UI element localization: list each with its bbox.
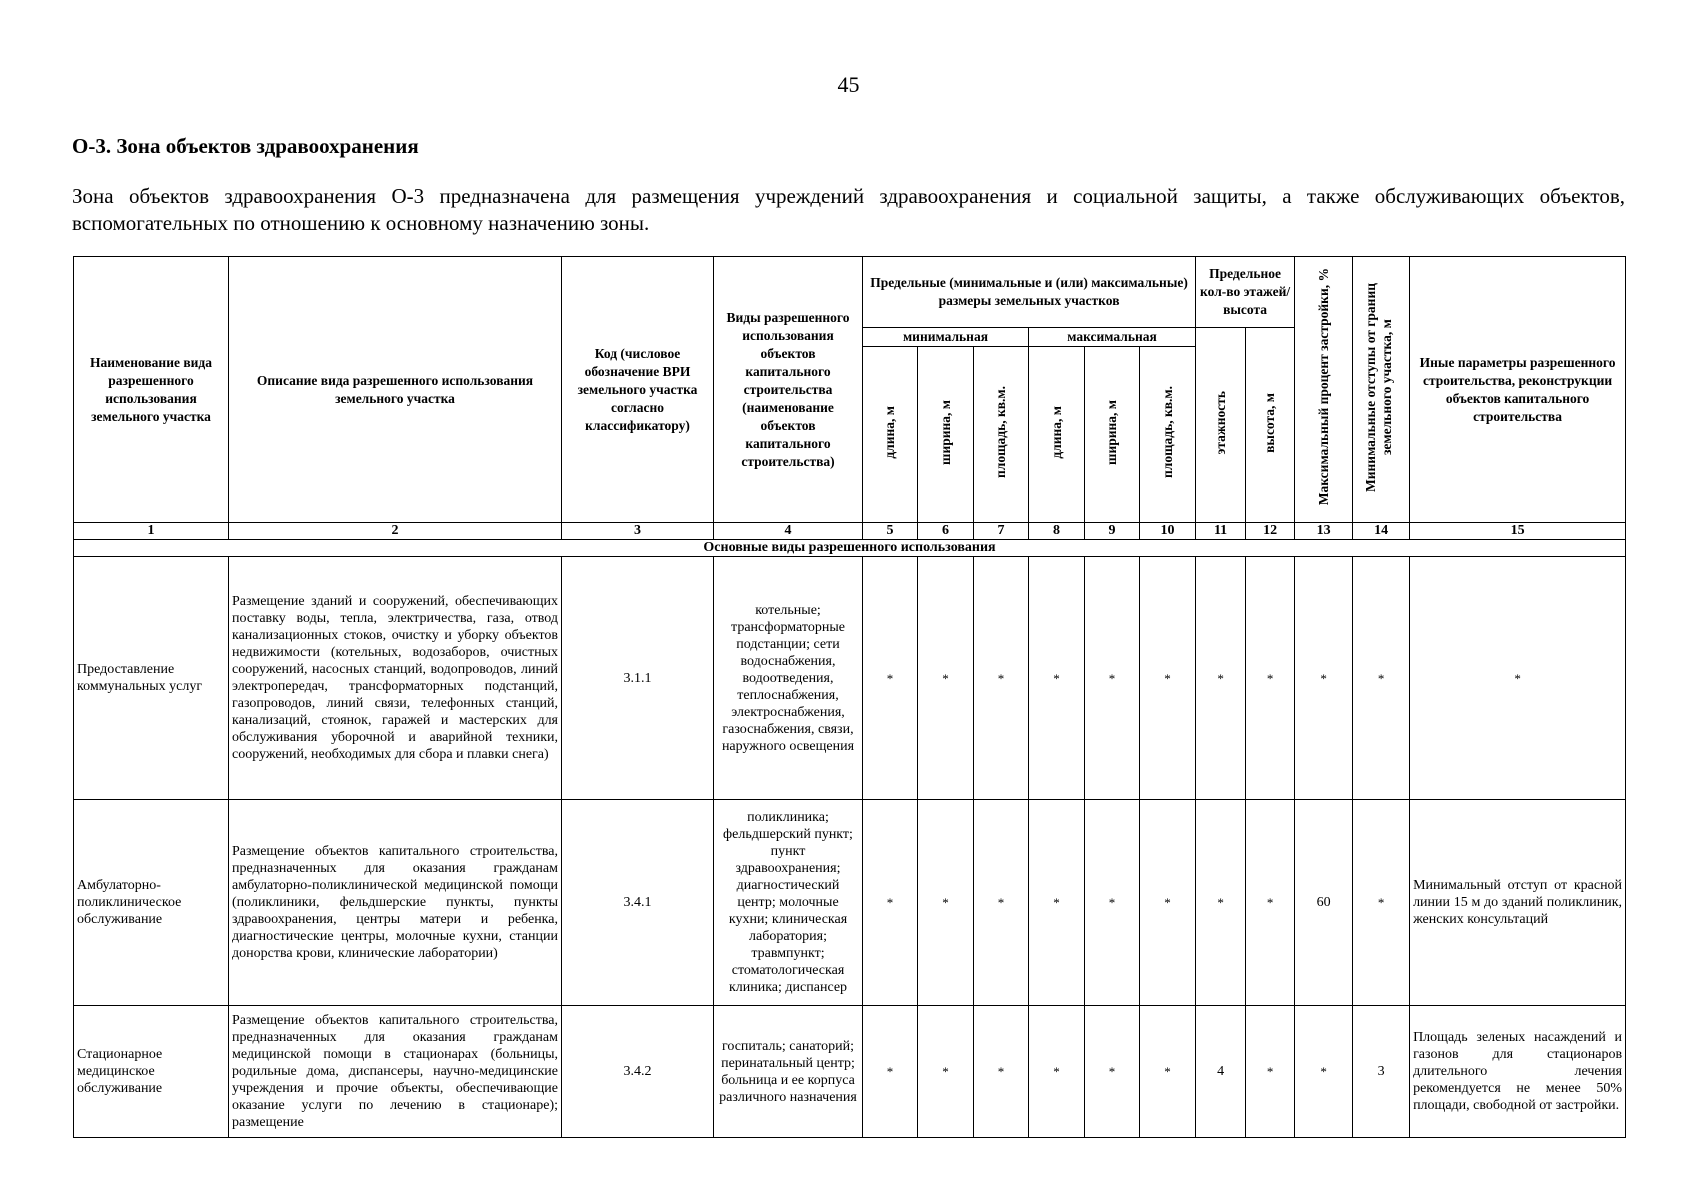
row-code: 3.4.1	[562, 800, 714, 1006]
header-floors-group: Предельное кол-во этажей/ высота	[1196, 257, 1295, 328]
header-max-width: ширина, м	[1085, 347, 1140, 523]
row-value: *	[1085, 800, 1140, 1006]
row-value: *	[974, 557, 1029, 800]
column-number: 2	[229, 523, 562, 540]
column-number: 1	[74, 523, 229, 540]
column-number: 14	[1353, 523, 1410, 540]
header-description: Описание вида разрешенного использования земельного участка	[229, 257, 562, 523]
header-setback: Минимальные отступы от границ земельного участка, м	[1353, 257, 1410, 523]
column-number: 12	[1246, 523, 1295, 540]
row-objects: госпиталь; санаторий; перинатальный центр; больница и ее корпуса различного назначения	[714, 1006, 863, 1138]
row-value: *	[918, 1006, 974, 1138]
column-number: 3	[562, 523, 714, 540]
header-code: Код (числовое обозначение ВРИ земельного участка согласно классификатору)	[562, 257, 714, 523]
header-min-length: длина, м	[863, 347, 918, 523]
row-value: *	[1140, 1006, 1196, 1138]
row-objects: котельные; трансформаторные подстанции; сети водоснабжения, водоотведения, теплоснабжения, электроснабжения, газоснабжения, связи, наружного освещения	[714, 557, 863, 800]
table-row	[74, 557, 1626, 800]
column-number: 10	[1140, 523, 1196, 540]
row-code: 3.4.2	[562, 1006, 714, 1138]
section-title-row: Основные виды разрешенного использования	[74, 540, 1626, 557]
header-other-params: Иные параметры разрешенного строительства, реконструкции объектов капитального строительства	[1410, 257, 1626, 523]
header-name: Наименование вида разрешенного использования земельного участка	[74, 257, 229, 523]
row-value: *	[1246, 557, 1295, 800]
row-value: *	[1353, 557, 1410, 800]
row-value: *	[1085, 1006, 1140, 1138]
row-value: *	[1246, 1006, 1295, 1138]
column-number: 11	[1196, 523, 1246, 540]
header-floors: этажность	[1196, 328, 1246, 523]
header-min-area: площадь, кв.м.	[974, 347, 1029, 523]
header-minimal: минимальная	[863, 328, 1029, 347]
table-row	[74, 1006, 1626, 1138]
row-name: Предоставление коммунальных услуг	[74, 557, 229, 800]
column-number: 15	[1410, 523, 1626, 540]
row-description: Размещение зданий и сооружений, обеспечивающих поставку воды, тепла, электричества, газа, отвод канализационных стоков, очистку и уборку объектов недвижимости (котельных, водозаборов, очистных сооружений, насосных станций, водопроводов, линий электропередач, трансформаторных подстанций, газопроводов, линий связи, телефонных станций, канализаций, стоянок, гаражей и мастерских для обслуживания уборочной и аварийной техники, сооружений, необходимых для сбора и плавки снега)	[229, 557, 562, 800]
column-number: 4	[714, 523, 863, 540]
row-value: *	[1140, 800, 1196, 1006]
row-value: *	[1353, 800, 1410, 1006]
row-value: *	[1085, 557, 1140, 800]
header-coverage: Максимальный процент застройки, %	[1295, 257, 1353, 523]
row-value: *	[974, 1006, 1029, 1138]
row-value: 3	[1353, 1006, 1410, 1138]
row-value: *	[1295, 1006, 1353, 1138]
row-objects: поликлиника; фельдшерский пункт; пункт здравоохранения; диагностический центр; молочные кухни; клиническая лаборатория; травмпункт; стоматологическая клиника; диспансер	[714, 800, 863, 1006]
row-value: *	[1029, 1006, 1085, 1138]
header-max-area: площадь, кв.м.	[1140, 347, 1196, 523]
column-number: 6	[918, 523, 974, 540]
row-value: 60	[1295, 800, 1353, 1006]
table-row	[74, 800, 1626, 1006]
intro-paragraph: Зона объектов здравоохранения О-3 предназначена для размещения учреждений здравоохранения и социальной защиты, а также обслуживающих объектов, вспомогательных по отношению к основному назначению зоны.	[72, 184, 1625, 235]
column-number: 7	[974, 523, 1029, 540]
column-number: 5	[863, 523, 918, 540]
row-name: Стационарное медицинское обслуживание	[74, 1006, 229, 1138]
row-value: *	[1029, 557, 1085, 800]
section-heading: О-3. Зона объектов здравоохранения	[72, 134, 419, 158]
row-other-params: *	[1410, 557, 1626, 800]
row-value: *	[918, 800, 974, 1006]
row-name: Амбулаторно-поликлиническое обслуживание	[74, 800, 229, 1006]
row-value: *	[974, 800, 1029, 1006]
row-other-params: Минимальный отступ от красной линии 15 м до зданий поликлиник, женских консультаций	[1410, 800, 1626, 1006]
header-max-length: длина, м	[1029, 347, 1085, 523]
header-plot-limits: Предельные (минимальные и (или) максимальные) размеры земельных участков	[863, 257, 1196, 328]
row-value: *	[1246, 800, 1295, 1006]
header-objects: Виды разрешенного использования объектов капитального строительства (наименование объектов капитального строительства)	[714, 257, 863, 523]
row-description: Размещение объектов капитального строительства, предназначенных для оказания гражданам амбулаторно-поликлинической медицинской помощи (поликлиники, фельдшерские пункты, пункты здравоохранения, центры матери и ребенка, диагностические центры, молочные кухни, станции донорства крови, клинические лаборатории)	[229, 800, 562, 1006]
row-value: *	[1295, 557, 1353, 800]
row-description: Размещение объектов капитального строительства, предназначенных для оказания гражданам медицинской помощи в стационарах (больницы, родильные дома, диспансеры, научно-медицинские учреждения и прочие объекты, обеспечивающие оказание услуги по лечению в стационаре); размещение	[229, 1006, 562, 1138]
header-maximal: максимальная	[1029, 328, 1196, 347]
row-value: *	[1196, 800, 1246, 1006]
zone-regulations-table	[73, 256, 1626, 1138]
column-number: 9	[1085, 523, 1140, 540]
row-value: *	[918, 557, 974, 800]
column-number: 13	[1295, 523, 1353, 540]
header-height: высота, м	[1246, 328, 1295, 523]
row-value: *	[863, 800, 918, 1006]
row-value: *	[863, 557, 918, 800]
column-numbers-row	[74, 523, 1626, 540]
row-value: *	[863, 1006, 918, 1138]
header-min-width: ширина, м	[918, 347, 974, 523]
row-value: *	[1029, 800, 1085, 1006]
row-other-params: Площадь зеленых насаждений и газонов для стационаров длительного лечения рекомендуется не менее 50% площади, свободной от застройки.	[1410, 1006, 1626, 1138]
row-value: 4	[1196, 1006, 1246, 1138]
row-code: 3.1.1	[562, 557, 714, 800]
column-number: 8	[1029, 523, 1085, 540]
row-value: *	[1140, 557, 1196, 800]
page-number: 45	[837, 72, 860, 97]
row-value: *	[1196, 557, 1246, 800]
